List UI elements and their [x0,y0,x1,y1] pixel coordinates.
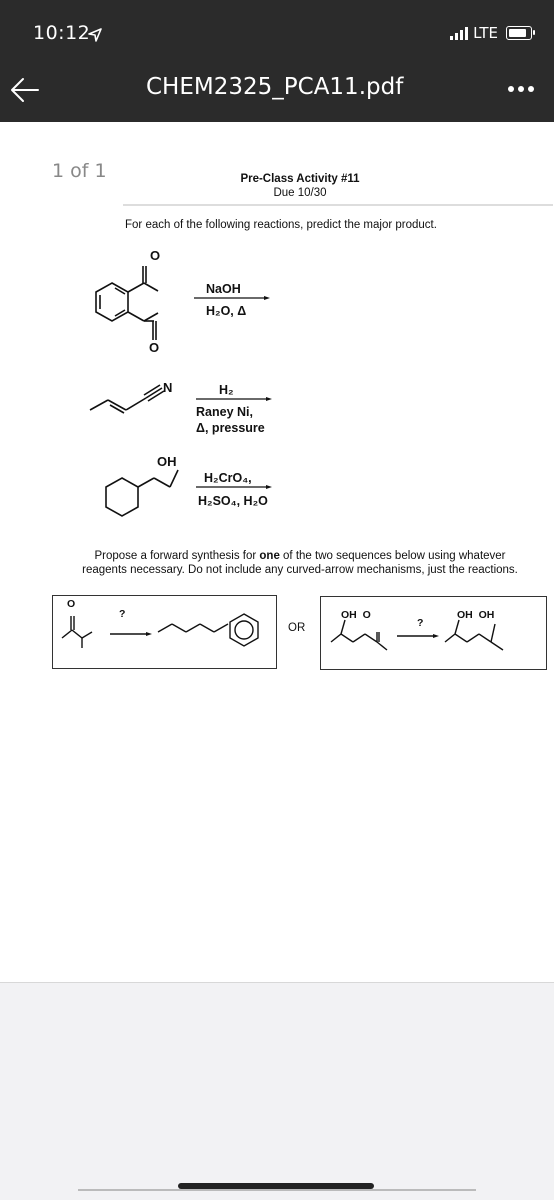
prompt-text: reagents necessary. Do not include any curved-arrow mechanisms, just the reactions. [82,564,518,576]
reaction-arrow [196,395,274,403]
atom-nitrogen: N [163,380,173,395]
battery-icon [506,26,532,40]
status-time: 10:12 [33,22,91,44]
start-labels: OH O [341,609,371,621]
divider [123,204,553,206]
unknown-reagent-1: ? [119,608,126,620]
or-label: OR [288,622,306,634]
reagent-naoh: NaOH [206,282,241,296]
reagent-h2: H₂ [219,383,234,397]
atom-hydroxyl: OH [157,454,177,469]
end-labels: OH OH [457,609,495,621]
page-counter: 1 of 1 [52,160,107,182]
reagent-raney-ni: Raney Ni, [196,405,253,419]
reagent-sulfuric-water: H₂SO₄, H₂O [198,494,268,508]
reagent-heat-pressure: Δ, pressure [196,421,265,435]
more-button[interactable] [508,86,534,92]
reaction-arrow [194,294,272,302]
cyclohexylethanol-structure [96,466,186,526]
pdf-page[interactable] [0,122,554,983]
status-right [450,24,532,42]
reaction-arrow [196,483,274,491]
atom-oxygen-bottom: O [149,340,160,355]
back-arrow-icon [8,74,42,106]
prompt-bold: one [259,550,280,562]
more-dot [508,86,514,92]
reagent-h2o-heat: H₂O, Δ [206,304,247,318]
activity-title: Pre-Class Activity #11 [240,173,360,185]
more-dot [518,86,524,92]
document-title: CHEM2325_PCA11.pdf [146,74,404,100]
phthalaldehyde-structure [88,250,188,360]
top-bar [0,0,554,122]
atom-oxygen-ketone: O [67,598,76,610]
network-label: LTE [473,24,498,42]
sequence-1-structures [58,602,270,664]
document-content [0,122,554,982]
due-date: Due 10/30 [273,187,327,199]
synthesis-prompt [0,549,554,577]
instructions: For each of the following reactions, predict the major product. [125,219,437,231]
scroll-track [78,1189,476,1191]
signal-icon [450,26,468,40]
unknown-reagent-2: ? [417,617,424,629]
location-arrow-icon [88,28,102,42]
prompt-text: of the two sequences below using whatever [279,550,506,562]
prompt-text: Propose a forward synthesis for [94,550,260,562]
home-indicator[interactable] [178,1183,374,1189]
more-dot [528,86,534,92]
reagent-chromic-acid: H₂CrO₄, [204,471,252,485]
atom-oxygen-top: O [150,248,161,263]
back-button[interactable] [8,74,42,106]
